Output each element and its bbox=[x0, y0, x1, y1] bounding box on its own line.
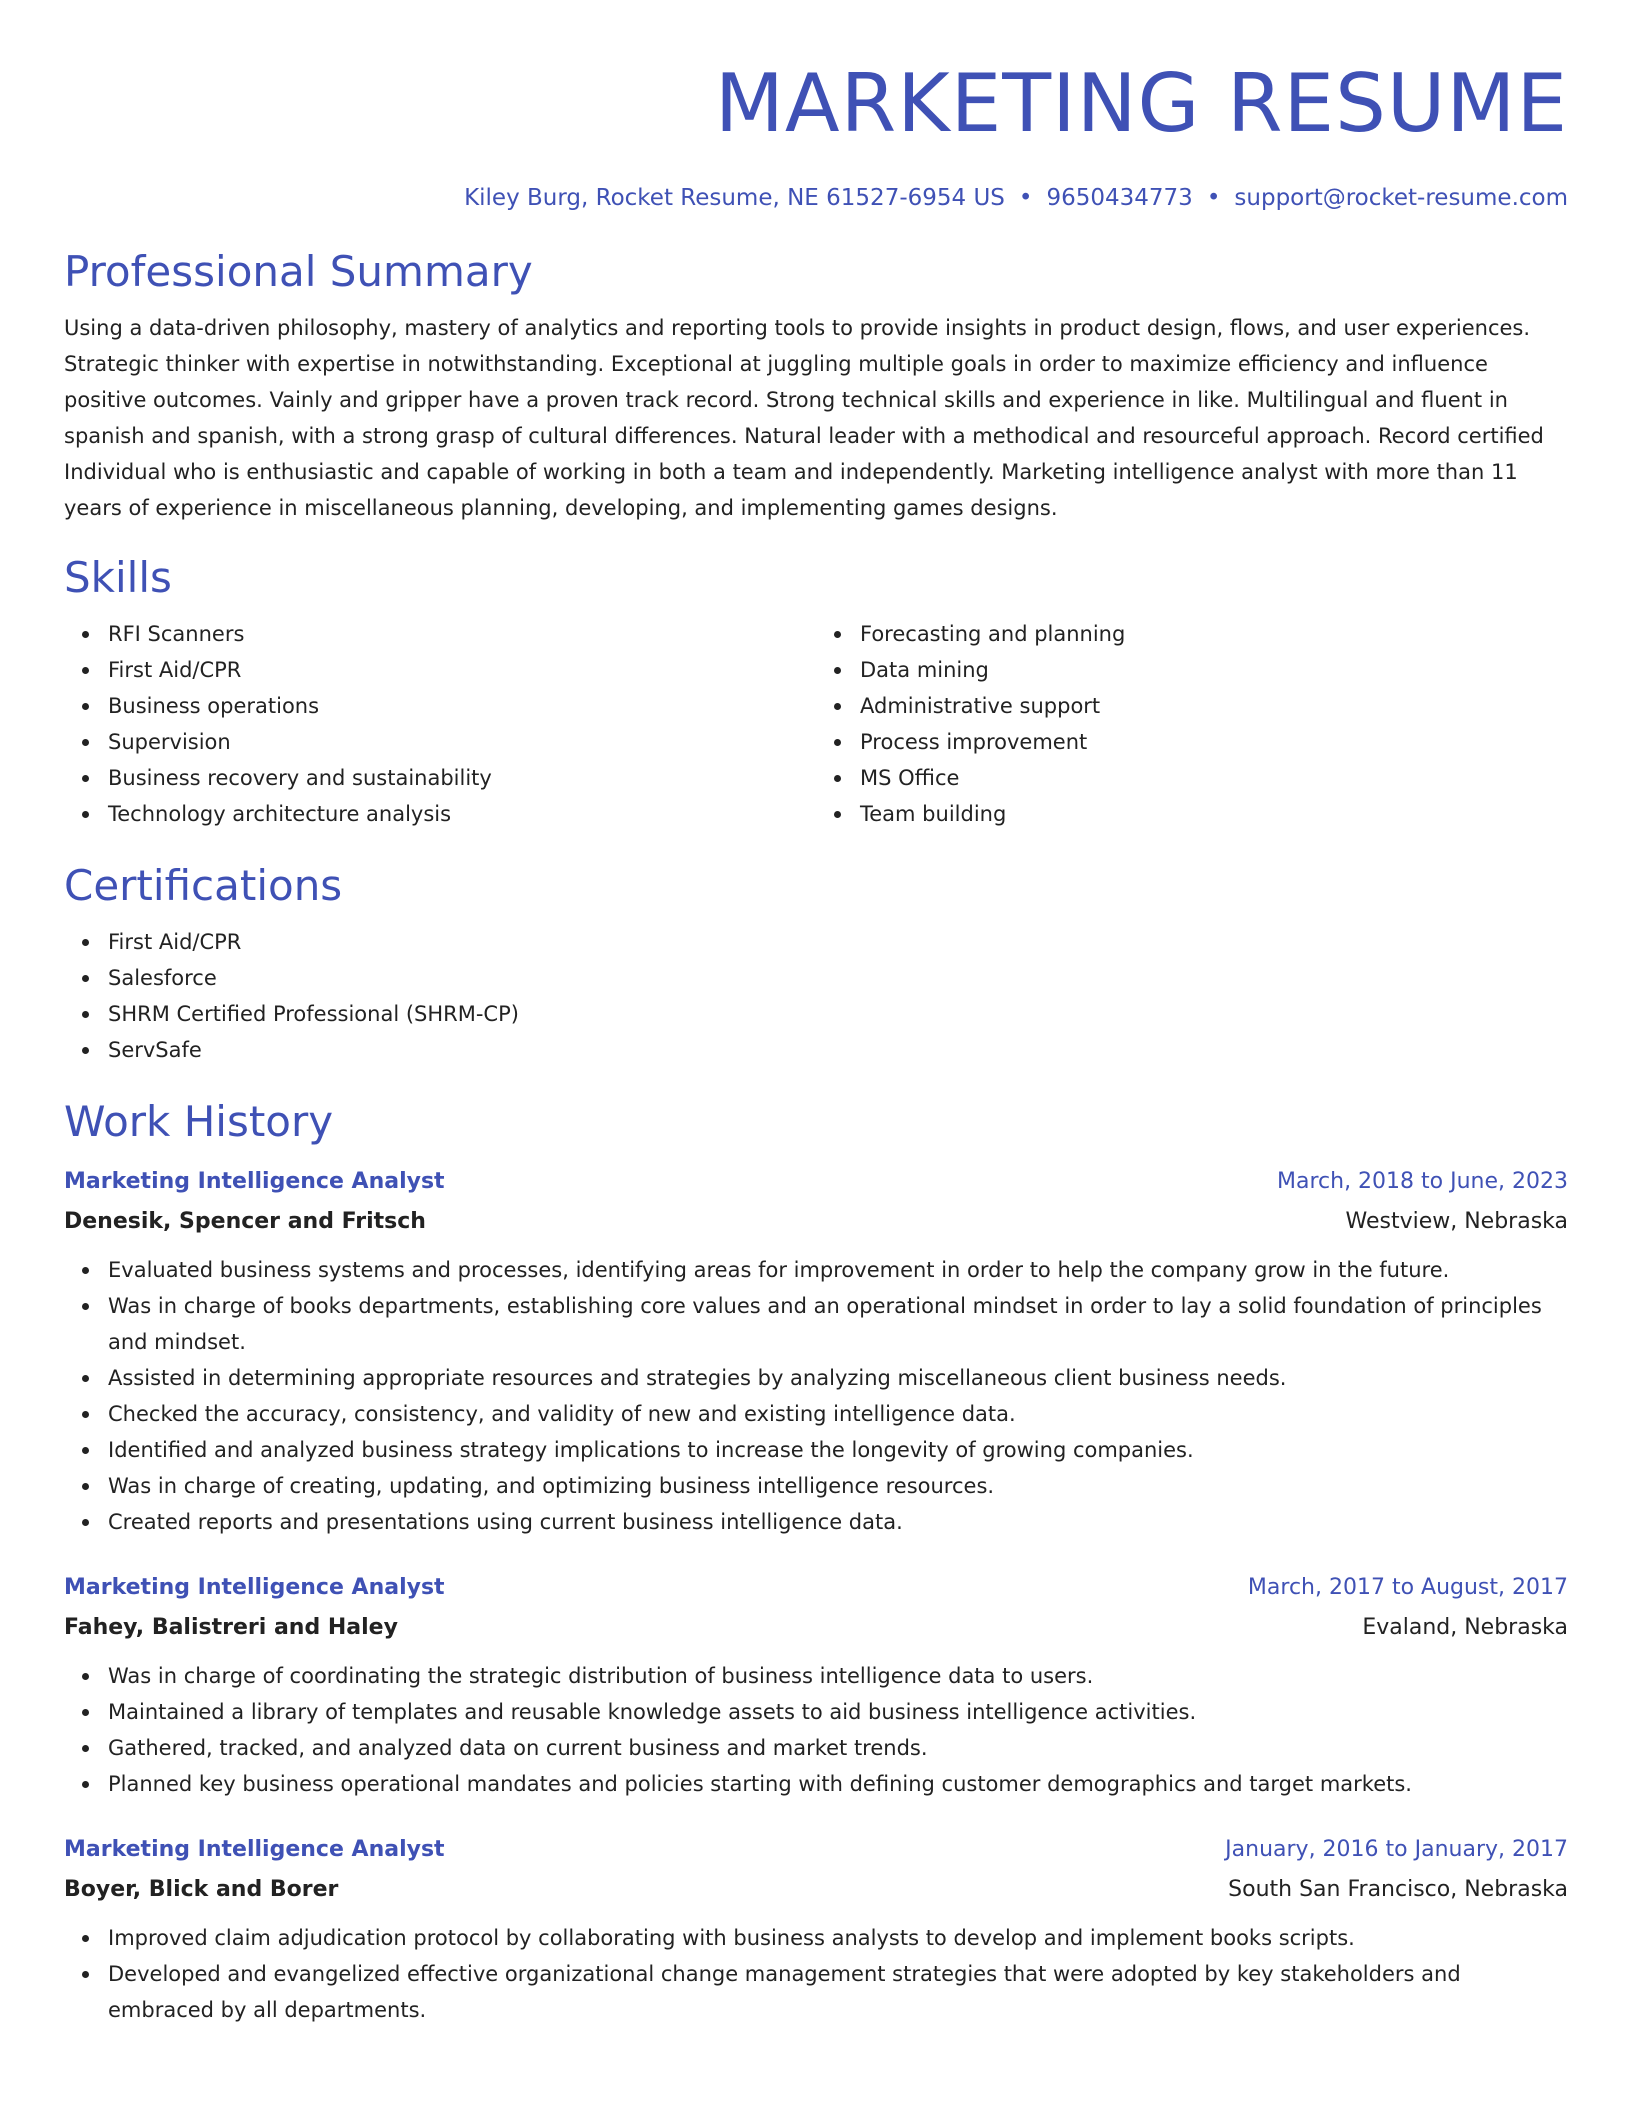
job-company: Fahey, Balistreri and Haley bbox=[64, 1615, 398, 1640]
job-duties-list bbox=[64, 1920, 1568, 2028]
job-location: Evaland, Nebraska bbox=[1362, 1615, 1568, 1640]
job-entry bbox=[64, 1568, 1568, 1802]
skills-list-left bbox=[64, 616, 816, 832]
skills-list-right bbox=[816, 616, 1568, 832]
job-duty: Identified and analyzed business strategy implications to increase the longevity of growing companies. bbox=[108, 1432, 1568, 1468]
job-duty: Evaluated business systems and processes, identifying areas for improvement in order to help the company grow in the future. bbox=[108, 1252, 1568, 1288]
skill-item: Administrative support bbox=[860, 688, 1568, 724]
skill-item: RFI Scanners bbox=[108, 616, 816, 652]
job-header-row bbox=[64, 1568, 1568, 1608]
certifications-list bbox=[64, 924, 1568, 1068]
job-company-row bbox=[64, 1870, 1568, 1910]
skills-heading: Skills bbox=[64, 553, 172, 602]
skill-item: MS Office bbox=[860, 760, 1568, 796]
job-duty: Planned key business operational mandates and policies starting with defining customer demographics and target markets. bbox=[108, 1766, 1568, 1802]
job-company-row bbox=[64, 1608, 1568, 1648]
job-duty: Was in charge of coordinating the strategic distribution of business intelligence data to users. bbox=[108, 1658, 1568, 1694]
contact-line bbox=[64, 182, 1568, 214]
job-duties-list bbox=[64, 1658, 1568, 1802]
skill-item: Business operations bbox=[108, 688, 816, 724]
skill-item: First Aid/CPR bbox=[108, 652, 816, 688]
contact-separator: • bbox=[1206, 185, 1221, 211]
skill-item: Technology architecture analysis bbox=[108, 796, 816, 832]
job-duty: Improved claim adjudication protocol by collaborating with business analysts to develop and implement books scripts. bbox=[108, 1920, 1568, 1956]
resume-title: MARKETING RESUME bbox=[714, 57, 1568, 150]
job-company: Boyer, Blick and Borer bbox=[64, 1877, 339, 1902]
job-title: Marketing Intelligence Analyst bbox=[64, 1169, 445, 1194]
job-company-row bbox=[64, 1202, 1568, 1242]
resume-page bbox=[64, 0, 1568, 2028]
skill-item: Team building bbox=[860, 796, 1568, 832]
job-location: Westview, Nebraska bbox=[1345, 1209, 1568, 1234]
skill-item: Forecasting and planning bbox=[860, 616, 1568, 652]
job-duty: Created reports and presentations using current business intelligence data. bbox=[108, 1504, 1568, 1540]
job-duty: Checked the accuracy, consistency, and validity of new and existing intelligence data. bbox=[108, 1396, 1568, 1432]
job-duty: Gathered, tracked, and analyzed data on current business and market trends. bbox=[108, 1730, 1568, 1766]
skill-item: Data mining bbox=[860, 652, 1568, 688]
certification-item: Salesforce bbox=[108, 960, 1568, 996]
job-title: Marketing Intelligence Analyst bbox=[64, 1575, 445, 1600]
job-entry bbox=[64, 1830, 1568, 2028]
certification-item: First Aid/CPR bbox=[108, 924, 1568, 960]
contact-phone: 9650434773 bbox=[1046, 185, 1193, 211]
job-dates: March, 2018 to June, 2023 bbox=[1277, 1169, 1568, 1194]
certification-item: ServSafe bbox=[108, 1032, 1568, 1068]
job-header-row bbox=[64, 1830, 1568, 1870]
job-dates: January, 2016 to January, 2017 bbox=[1225, 1837, 1568, 1862]
summary-heading: Professional Summary bbox=[64, 247, 533, 296]
job-entry bbox=[64, 1162, 1568, 1540]
skill-item: Supervision bbox=[108, 724, 816, 760]
skill-item: Business recovery and sustainability bbox=[108, 760, 816, 796]
job-title: Marketing Intelligence Analyst bbox=[64, 1837, 445, 1862]
job-duty: Was in charge of creating, updating, and optimizing business intelligence resources. bbox=[108, 1468, 1568, 1504]
skills-columns bbox=[64, 616, 1568, 832]
contact-email[interactable]: support@rocket-resume.com bbox=[1234, 185, 1568, 211]
job-dates: March, 2017 to August, 2017 bbox=[1247, 1575, 1568, 1600]
contact-address: Kiley Burg, Rocket Resume, NE 61527-6954 US bbox=[464, 185, 1005, 211]
job-duty: Assisted in determining appropriate resources and strategies by analyzing miscellaneous client business needs. bbox=[108, 1360, 1568, 1396]
summary-text: Using a data-driven philosophy, mastery of analytics and reporting tools to provide insights in product design, flows, and user experiences. Strategic thinker with expertise in notwithstanding. Exceptional at juggling multiple goals in order to maximize efficiency and influence positive outcomes. Vainly and gripper have a proven track record. Strong technical skills and experience in like. Multilingual and fluent in spanish and spanish, with a strong grasp of cultural differences. Natural leader with a methodical and resourceful approach. Record certified Individual who is enthusiastic and capable of working in both a team and independently. Marketing intelligence analyst with more than 11 years of experience in miscellaneous planning, developing, and implementing games designs. bbox=[64, 316, 1544, 520]
job-duty: Was in charge of books departments, establishing core values and an operational mindset in order to lay a solid foundation of principles and mindset. bbox=[108, 1288, 1568, 1360]
work-history-heading: Work History bbox=[64, 1097, 334, 1146]
job-header-row bbox=[64, 1162, 1568, 1202]
job-duty: Maintained a library of templates and reusable knowledge assets to aid business intelligence activities. bbox=[108, 1694, 1568, 1730]
contact-separator: • bbox=[1018, 185, 1033, 211]
certification-item: SHRM Certified Professional (SHRM-CP) bbox=[108, 996, 1568, 1032]
skill-item: Process improvement bbox=[860, 724, 1568, 760]
job-duties-list bbox=[64, 1252, 1568, 1540]
job-company: Denesik, Spencer and Fritsch bbox=[64, 1209, 426, 1234]
certifications-heading: Certifications bbox=[64, 861, 343, 910]
job-duty: Developed and evangelized effective organizational change management strategies that were adopted by key stakeholders and embraced by all departments. bbox=[108, 1956, 1568, 2028]
job-location: South San Francisco, Nebraska bbox=[1228, 1877, 1568, 1902]
